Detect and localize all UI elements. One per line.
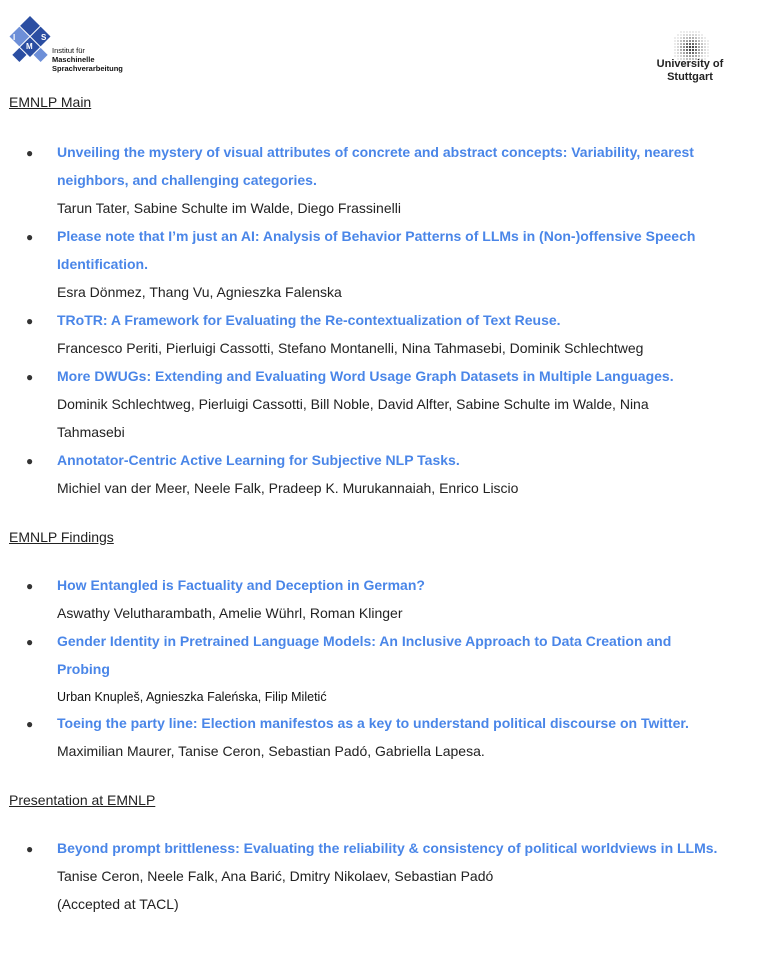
- university-line-1: University of: [656, 58, 724, 70]
- bullet-icon: ●: [26, 635, 34, 649]
- paper-authors: Esra Dönmez, Thang Vu, Agnieszka Falenska: [57, 284, 342, 300]
- paper-authors: Francesco Periti, Pierluigi Cassotti, Stefano Montanelli, Nina Tahmasebi, Dominik Schlechtweg: [57, 340, 644, 356]
- paper-authors: Tarun Tater, Sabine Schulte im Walde, Diego Frassinelli: [57, 200, 401, 216]
- section-heading-emnlp-findings: EMNLP Findings: [9, 529, 114, 545]
- bullet-icon: ●: [26, 454, 34, 468]
- university-logo-text: [640, 58, 740, 84]
- paper-authors-line: (Accepted at TACL): [57, 896, 179, 912]
- page-header: [0, 0, 768, 92]
- ims-logo-text: [52, 46, 123, 73]
- paper-authors-line: Tanise Ceron, Neele Falk, Ana Barić, Dmitry Nikolaev, Sebastian Padó: [57, 868, 494, 884]
- paper-title-line[interactable]: Gender Identity in Pretrained Language Models: An Inclusive Approach to Data Creation and: [57, 633, 672, 649]
- ims-line-1: Institut für: [52, 46, 85, 55]
- paper-title[interactable]: TRoTR: A Framework for Evaluating the Re-contextualization of Text Reuse.: [57, 312, 561, 328]
- ims-letter-m: M: [26, 42, 33, 51]
- paper-authors: Maximilian Maurer, Tanise Ceron, Sebastian Padó, Gabriella Lapesa.: [57, 743, 485, 759]
- paper-title-line[interactable]: Please note that I’m just an AI: Analysis of Behavior Patterns of LLMs in (Non-)offensive Speech: [57, 228, 696, 244]
- paper-authors-line: Dominik Schlechtweg, Pierluigi Cassotti, Bill Noble, David Alfter, Sabine Schulte im Walde, Nina: [57, 396, 649, 412]
- paper-authors: Urban Knupleš, Agnieszka Faleńska, Filip Miletić: [57, 690, 327, 704]
- paper-authors-line: Tahmasebi: [57, 424, 125, 440]
- paper-title-line[interactable]: Identification.: [57, 256, 148, 272]
- ims-line-2: Maschinelle: [52, 55, 95, 64]
- paper-authors: [57, 862, 747, 918]
- bullet-icon: ●: [26, 579, 34, 593]
- paper-title[interactable]: Annotator-Centric Active Learning for Subjective NLP Tasks.: [57, 452, 460, 468]
- paper-title-line[interactable]: neighbors, and challenging categories.: [57, 172, 317, 188]
- bullet-icon: ●: [26, 230, 34, 244]
- ims-line-3: Sprachverarbeitung: [52, 64, 123, 73]
- paper-title[interactable]: [57, 138, 747, 194]
- section-heading-presentation: Presentation at EMNLP: [9, 792, 156, 808]
- ims-letter-i: I: [13, 33, 16, 42]
- bullet-icon: ●: [26, 842, 34, 856]
- paper-title[interactable]: How Entangled is Factuality and Deception in German?: [57, 577, 425, 593]
- paper-authors: [57, 390, 747, 446]
- ims-letter-s: S: [41, 33, 47, 42]
- university-line-2: Stuttgart: [667, 71, 713, 83]
- paper-title[interactable]: Toeing the party line: Election manifestos as a key to understand political discourse on Twitter.: [57, 715, 689, 731]
- paper-title-line[interactable]: Probing: [57, 661, 110, 677]
- bullet-icon: ●: [26, 314, 34, 328]
- paper-authors: Aswathy Velutharambath, Amelie Wührl, Roman Klinger: [57, 605, 403, 621]
- paper-title[interactable]: Beyond prompt brittleness: Evaluating the reliability & consistency of political worldviews in LLMs.: [57, 840, 718, 856]
- paper-title[interactable]: [57, 222, 747, 278]
- paper-title-line[interactable]: Unveiling the mystery of visual attributes of concrete and abstract concepts: Variability, nearest: [57, 144, 694, 160]
- section-heading-emnlp-main: EMNLP Main: [9, 94, 92, 110]
- bullet-icon: ●: [26, 717, 34, 731]
- bullet-icon: ●: [26, 146, 34, 160]
- paper-title[interactable]: [57, 627, 747, 683]
- paper-authors: Michiel van der Meer, Neele Falk, Pradeep K. Murukannaiah, Enrico Liscio: [57, 480, 519, 496]
- bullet-icon: ●: [26, 370, 34, 384]
- paper-title[interactable]: More DWUGs: Extending and Evaluating Word Usage Graph Datasets in Multiple Languages.: [57, 368, 674, 384]
